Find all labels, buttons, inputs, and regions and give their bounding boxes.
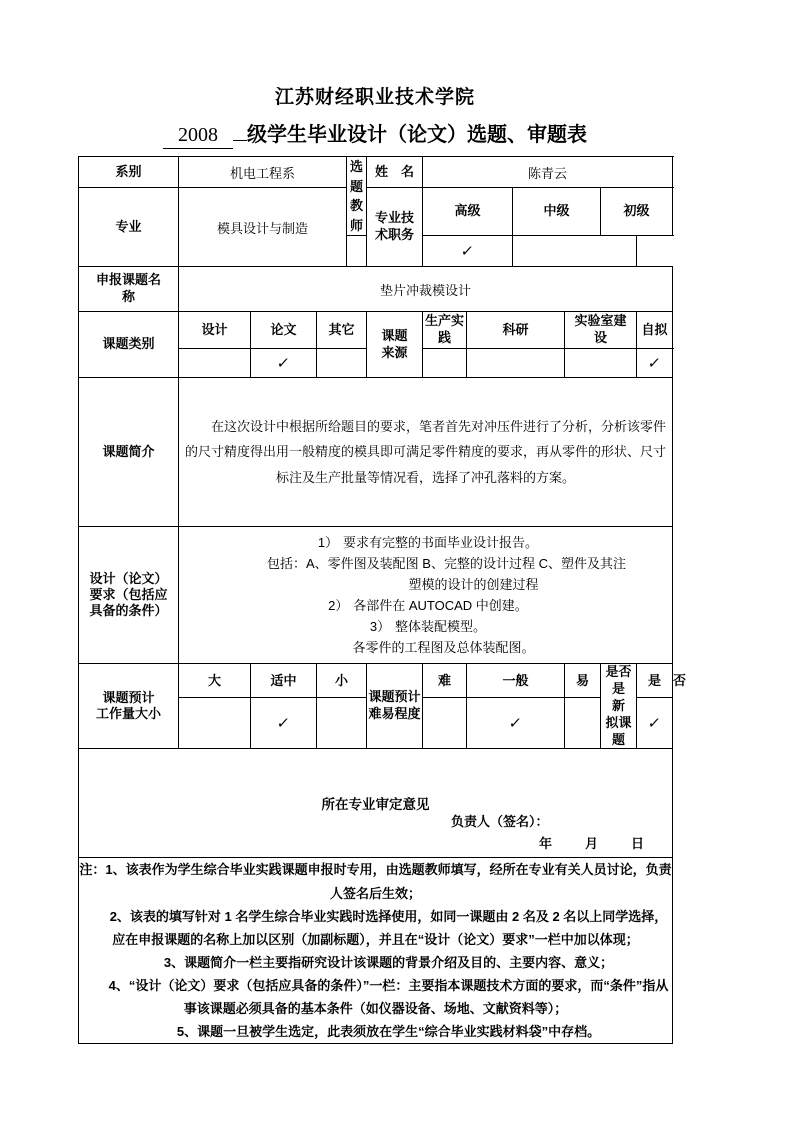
difficulty-check-normal[interactable] — [467, 698, 565, 749]
difficulty-option-normal: 一般 — [467, 664, 565, 698]
major-label: 专业 — [79, 188, 179, 267]
note-item: 4、“设计（论文）要求（包括应具备的条件）”一栏：主要指本课题技术方面的要求，而“条件”指从事该课题必须具备的基本条件（如仪器设备、场地、文献资料等）； — [108, 978, 669, 1017]
rank-option-junior: 初级 — [601, 188, 673, 236]
introduction-text: 在这次设计中根据所给题目的要求，笔者首先对冲压件进行了分析，分析该零件的尺寸精度得出用一般精度的模具即可满足零件精度的要求，再从零件的形状、尺寸标注及生产批量等情况看，选择了冲孔落料的方案。 — [185, 418, 667, 485]
table-row-workload-headers: 课题预计 工作量大小 大 适中 小 课题预计 难易程度 难 一般 易 是否是 新 拟课题 是 否 — [79, 664, 673, 698]
major-value[interactable]: 模具设计与制造 — [179, 188, 347, 267]
source-check-research[interactable] — [467, 349, 565, 378]
opinion-cell[interactable] — [79, 749, 673, 858]
workload-check-medium[interactable] — [251, 698, 317, 749]
category-label: 课题类别 — [79, 312, 179, 378]
check-icon: ✓ — [459, 242, 476, 260]
category-check-thesis[interactable] — [251, 349, 317, 378]
workload-label: 课题预计 工作量大小 — [79, 664, 179, 749]
difficulty-option-easy: 易 — [565, 664, 601, 698]
selection-review-form — [78, 156, 687, 1044]
department-value[interactable]: 机电工程系 — [179, 157, 347, 188]
difficulty-label: 课题预计 难易程度 — [367, 664, 423, 749]
page-title — [78, 118, 672, 149]
note-item: 注：1、该表作为学生综合毕业实践课题申报时专用，由选题教师填写，经所在专业有关人员讨论，负责人签名后生效； — [79, 862, 672, 901]
notes-cell — [79, 858, 673, 1044]
workload-option-large: 大 — [179, 664, 251, 698]
difficulty-option-hard: 难 — [423, 664, 467, 698]
category-option-other: 其它 — [317, 312, 367, 349]
signature-line: 负责人（签名）： — [451, 814, 549, 830]
category-option-thesis: 论文 — [251, 312, 317, 349]
table-row-major-ranks — [79, 188, 673, 236]
teacher-vertical-label: 选 题 教 师 — [347, 157, 367, 236]
difficulty-check-hard[interactable] — [423, 698, 467, 749]
workload-option-medium: 适中 — [251, 664, 317, 698]
new-option-yes: 是 — [637, 664, 673, 698]
rank-check-junior[interactable] — [513, 236, 637, 267]
topic-name-label: 申报课题名 称 — [79, 267, 179, 312]
workload-check-large[interactable] — [179, 698, 251, 749]
date-line — [79, 833, 672, 852]
source-option-production: 生产实 践 — [423, 312, 467, 349]
requirements-label: 设计（论文） 要求（包括应 具备的条件） — [79, 527, 179, 664]
note-item: 5、课题一旦被学生选定，此表须放在学生“综合毕业实践材料袋”中存档。 — [176, 1024, 601, 1040]
new-check-yes[interactable] — [637, 698, 673, 749]
opinion-title: 所在专业审定意见 — [321, 797, 430, 813]
date-year: 年 — [538, 836, 552, 852]
table-row-notes — [79, 858, 673, 1044]
date-month: 月 — [584, 836, 598, 852]
category-check-other[interactable] — [317, 349, 367, 378]
source-check-lab[interactable] — [565, 349, 637, 378]
rank-option-senior: 高级 — [423, 188, 513, 236]
requirement-line: 3） 整体装配模型。 — [369, 619, 487, 635]
workload-check-small[interactable] — [317, 698, 367, 749]
table-row-introduction — [79, 378, 673, 527]
year-field[interactable]: 2008 — [163, 124, 233, 149]
source-option-lab: 实验室建 设 — [565, 312, 637, 349]
rank-option-intermediate: 中级 — [513, 188, 601, 236]
source-check-self[interactable] — [637, 349, 673, 378]
source-check-production[interactable] — [423, 349, 467, 378]
table-row-topic-name — [79, 267, 673, 312]
check-icon: ✓ — [646, 714, 663, 733]
table-row-category-headers — [79, 312, 673, 349]
requirement-line: 塑模的设计的创建过程 — [408, 576, 539, 592]
check-icon: ✓ — [507, 714, 524, 733]
source-option-self: 自拟 — [637, 312, 673, 349]
requirement-line: 2） 各部件在 AUTOCAD 中创建。 — [328, 598, 528, 613]
check-icon: ✓ — [275, 714, 292, 733]
requirement-line: 1） 要求有完整的书面毕业设计报告。 — [317, 534, 539, 550]
category-check-design[interactable] — [179, 349, 251, 378]
source-option-research: 科研 — [467, 312, 565, 349]
table-row-department — [79, 157, 673, 188]
category-option-design: 设计 — [179, 312, 251, 349]
table-row-opinion — [79, 749, 673, 858]
teacher-name-label: 姓 名 — [367, 157, 423, 188]
check-icon: ✓ — [646, 354, 663, 372]
source-label: 课题 来源 — [367, 312, 423, 378]
difficulty-check-easy[interactable] — [565, 698, 601, 749]
institution-title: 江苏财经职业技术学院 — [274, 87, 475, 108]
requirement-line: 各零件的工程图及总体装配图。 — [352, 640, 535, 656]
department-label: 系别 — [79, 157, 179, 188]
table-row-requirements — [79, 527, 673, 664]
professional-title-label: 专业技 术职务 — [367, 188, 423, 267]
topic-name-value[interactable]: 垫片冲裁模设计 — [179, 267, 673, 312]
check-icon: ✓ — [275, 354, 292, 372]
workload-option-small: 小 — [317, 664, 367, 698]
teacher-name-value[interactable]: 陈青云 — [423, 157, 673, 188]
requirement-line: 包括：A、零件图及装配图 B、完整的设计过程 C、塑件及其注 — [267, 555, 626, 571]
new-topic-label: 是否是 新 拟课题 — [601, 664, 637, 749]
date-day: 日 — [630, 836, 644, 852]
note-item: 3、课题简介一栏主要指研究设计该课题的背景介绍及目的、主要内容、意义； — [163, 954, 614, 970]
requirements-text-cell[interactable] — [179, 527, 673, 664]
introduction-text-cell[interactable] — [179, 378, 673, 527]
note-item: 2、该表的填写针对 1 名学生综合毕业实践时选择使用，如同一课题由 2 名及 2 名以上同学选择，应在申报课题的名称上加以区别（加副标题），并且在“设计（论文）要求”一栏中加以体现； — [109, 908, 668, 947]
page-title-rest: 级学生毕业设计（论文）选题、审题表 — [247, 124, 587, 146]
rank-check-intermediate[interactable] — [423, 236, 513, 267]
introduction-label: 课题简介 — [79, 378, 179, 527]
